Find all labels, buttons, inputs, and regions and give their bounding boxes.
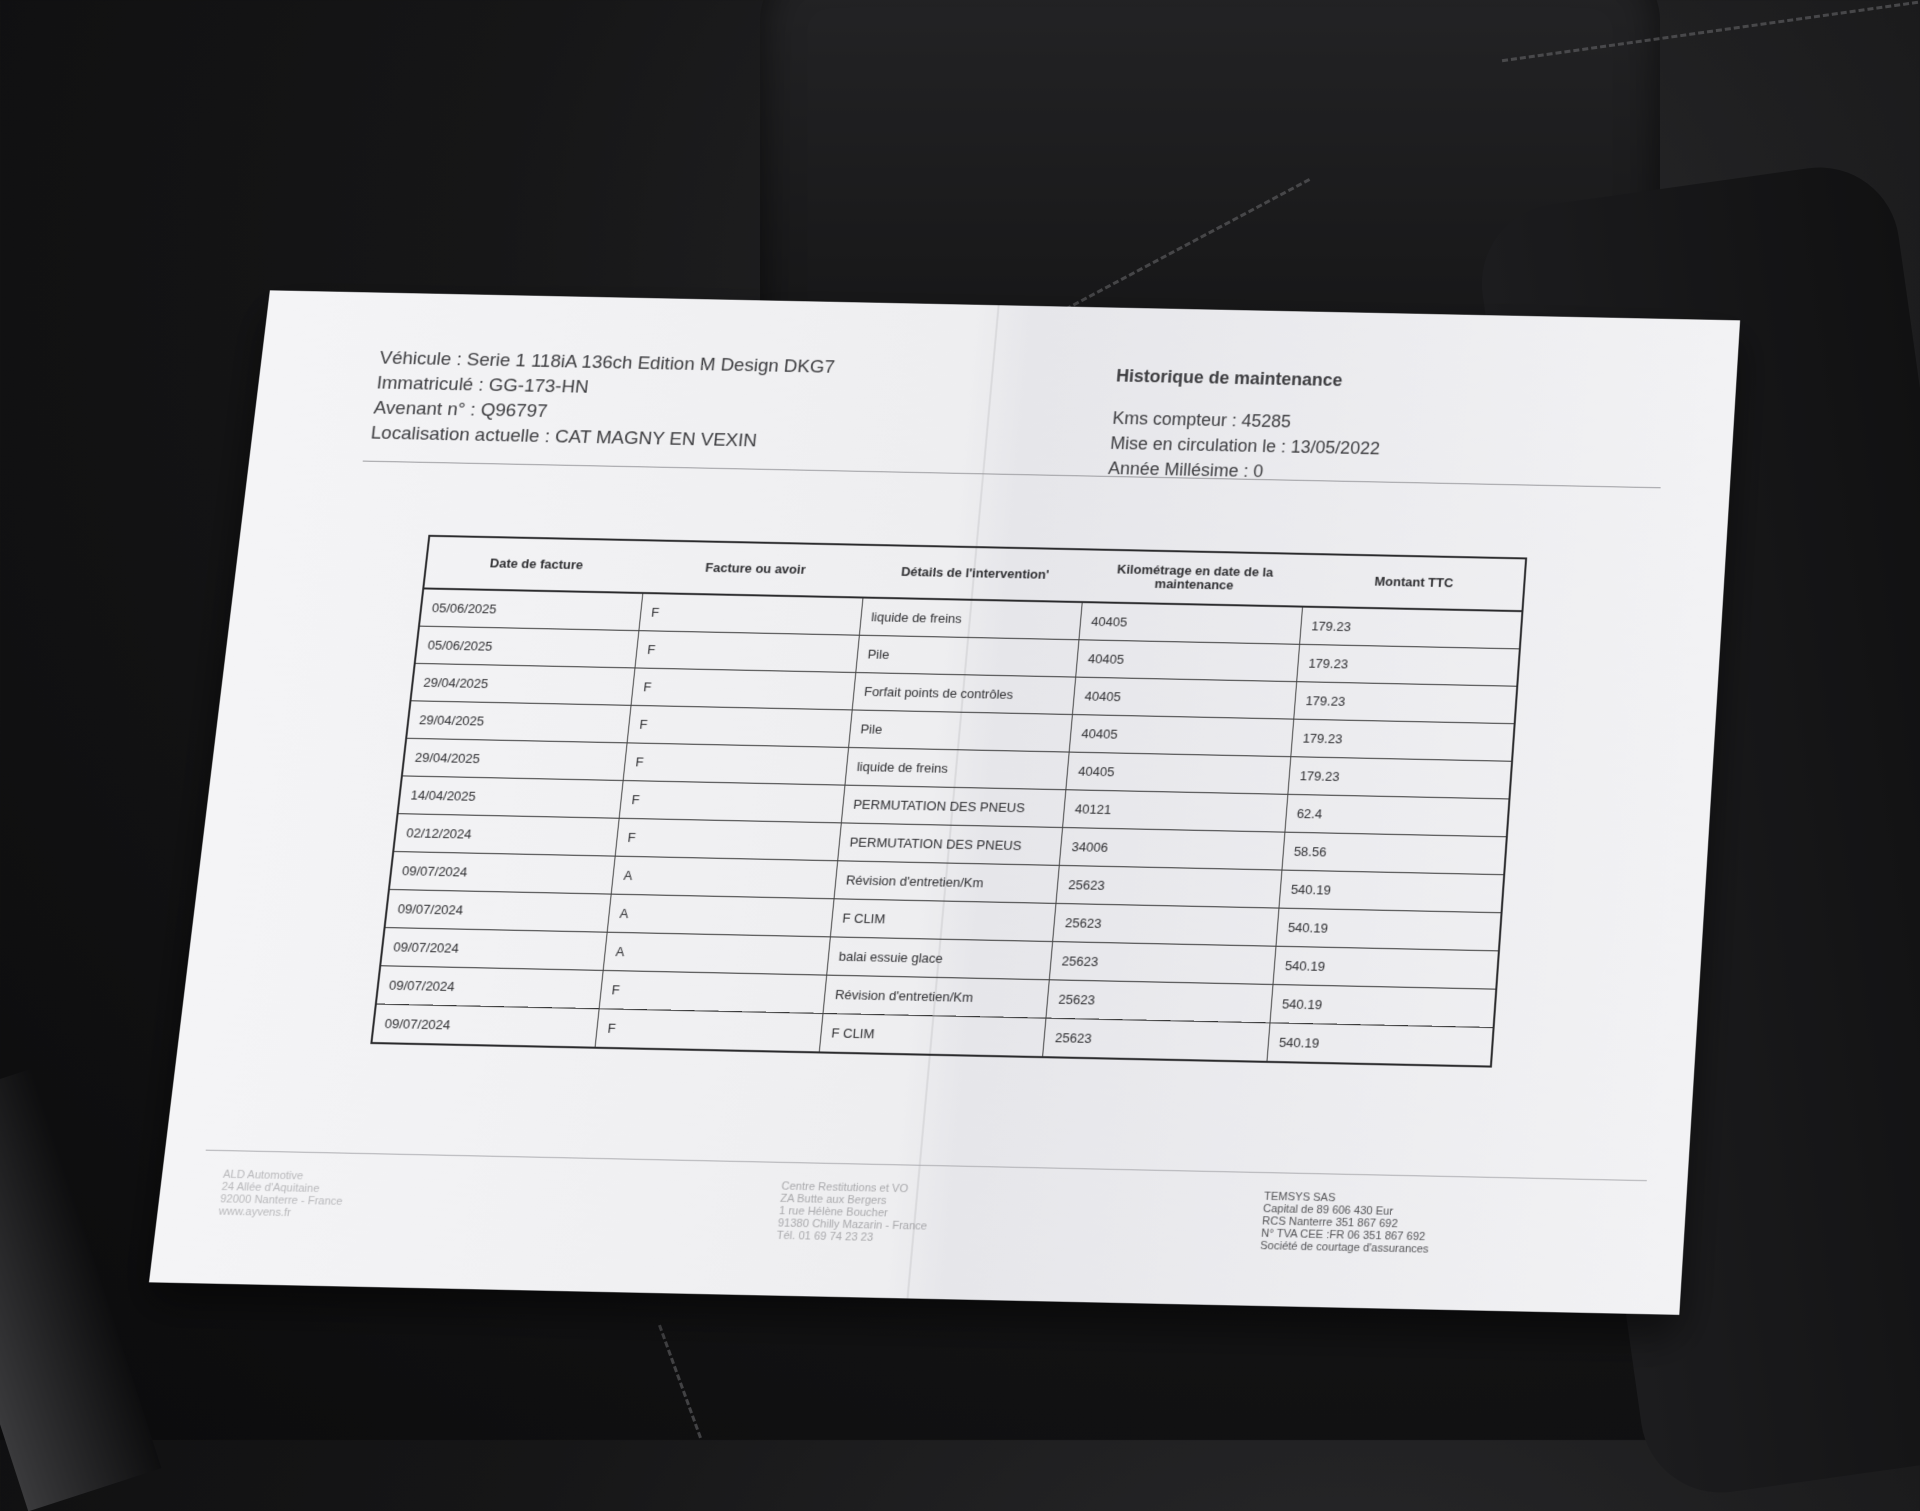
cell-date: 29/04/2025 xyxy=(402,738,627,780)
maintenance-document xyxy=(149,290,1740,1315)
footer-service-center-line: ZA Butte aux Bergers xyxy=(779,1192,888,1208)
vehicle-registration: Immatriculé : GG-173-HN xyxy=(375,373,590,398)
cell-mileage: 40121 xyxy=(1063,790,1288,832)
footer-broker xyxy=(1260,1191,1433,1256)
cell-details: PERMUTATION DES PNEUS xyxy=(841,785,1066,827)
footer-service-center-line: Centre Restitutions et VO xyxy=(780,1180,909,1196)
cell-details: Pile xyxy=(855,635,1079,677)
cell-invoice-type: F xyxy=(639,593,863,635)
cell-invoice-type: F xyxy=(619,781,844,823)
cell-amount: 540.19 xyxy=(1270,984,1496,1027)
footer-lessor-line: ALD Automotive xyxy=(222,1168,304,1183)
cell-mileage: 40405 xyxy=(1079,602,1302,644)
document-title: Historique de maintenance xyxy=(1115,366,1344,390)
cell-date: 09/07/2024 xyxy=(389,851,615,894)
footer-broker-line: N° TVA CEE :FR 06 351 867 692 xyxy=(1260,1227,1426,1244)
header-date: Date de facture xyxy=(423,536,648,593)
cell-invoice-type: F xyxy=(631,668,855,710)
cell-invoice-type: F xyxy=(595,1009,823,1053)
maintenance-table-container xyxy=(370,535,1527,1068)
cell-date: 09/07/2024 xyxy=(385,889,612,932)
cell-mileage: 40405 xyxy=(1076,640,1300,682)
vehicle-info xyxy=(369,346,836,455)
cell-details: PERMUTATION DES PNEUS xyxy=(837,823,1062,866)
cell-details: Révision d'entretien/Km xyxy=(823,975,1050,1018)
cell-date: 29/04/2025 xyxy=(406,701,631,743)
footer-broker-line: RCS Nanterre 351 867 692 xyxy=(1261,1215,1399,1231)
cell-date: 09/07/2024 xyxy=(380,928,607,971)
cell-amount: 540.19 xyxy=(1273,946,1499,989)
footer-lessor xyxy=(218,1168,346,1220)
cell-invoice-type: F xyxy=(615,818,841,861)
cell-details: balai essuie glace xyxy=(826,937,1053,980)
seat-stitching xyxy=(658,1325,702,1439)
vehicle-contract: Avenant n° : Q96797 xyxy=(372,398,549,422)
footer-service-center xyxy=(776,1180,931,1245)
cell-mileage: 40405 xyxy=(1069,715,1293,757)
header-details: Détails de l'intervention' xyxy=(863,545,1087,602)
maintenance-table xyxy=(370,535,1527,1068)
cell-invoice-type: F xyxy=(635,631,859,673)
cell-date: 09/07/2024 xyxy=(376,966,603,1009)
footer-divider xyxy=(206,1150,1647,1181)
model-year: Année Millésime : 0 xyxy=(1107,458,1265,482)
cell-date: 14/04/2025 xyxy=(398,776,624,818)
cell-amount: 179.23 xyxy=(1299,607,1522,649)
maintenance-summary xyxy=(1107,363,1386,486)
cell-amount: 179.23 xyxy=(1297,644,1520,686)
cell-mileage: 34006 xyxy=(1060,828,1285,871)
cell-details: Pile xyxy=(848,710,1072,752)
cell-details: liquide de freins xyxy=(845,747,1070,789)
footer-broker-line: Société de courtage d'assurances xyxy=(1259,1239,1430,1256)
cell-details: F CLIM xyxy=(830,899,1056,942)
cell-date: 29/04/2025 xyxy=(410,663,635,705)
cell-date: 05/06/2025 xyxy=(415,626,639,668)
cell-date: 05/06/2025 xyxy=(419,588,643,630)
cell-amount: 179.23 xyxy=(1294,682,1518,724)
vehicle-model: Véhicule : Serie 1 118iA 136ch Edition M Design DKG7 xyxy=(378,348,836,378)
footer-service-center-line: 1 rue Hélène Boucher xyxy=(778,1204,889,1220)
cell-invoice-type: F xyxy=(623,743,848,785)
cell-mileage: 40405 xyxy=(1066,752,1291,794)
header-invoice-type: Facture ou avoir xyxy=(643,540,868,597)
vehicle-location: Localisation actuelle : CAT MAGNY EN VEXIN xyxy=(369,423,758,452)
cell-amount: 62.4 xyxy=(1285,794,1510,836)
cell-mileage: 25623 xyxy=(1050,942,1276,985)
cell-details: Révision d'entretien/Km xyxy=(834,861,1060,904)
cell-invoice-type: A xyxy=(607,894,833,937)
door-trim xyxy=(0,1069,161,1511)
odometer: Kms compteur : 45285 xyxy=(1111,408,1292,432)
cell-mileage: 25623 xyxy=(1056,865,1282,908)
footer-lessor-line: 92000 Nanterre - France xyxy=(219,1193,344,1208)
cell-amount: 540.19 xyxy=(1279,870,1504,913)
footer-service-center-line: Tél. 01 69 74 23 23 xyxy=(776,1229,874,1244)
footer-lessor-line: 24 Allée d'Aquitaine xyxy=(220,1180,321,1196)
footer-lessor-line: www.ayvens.fr xyxy=(217,1205,292,1220)
table-body xyxy=(371,588,1522,1066)
cell-details: F CLIM xyxy=(819,1013,1046,1057)
footer-broker-line: TEMSYS SAS xyxy=(1263,1190,1336,1205)
registration-date: Mise en circulation le : 13/05/2022 xyxy=(1109,433,1381,459)
cell-amount: 58.56 xyxy=(1282,832,1507,875)
cell-details: Forfait points de contrôles xyxy=(852,673,1076,715)
cell-mileage: 40405 xyxy=(1073,677,1297,719)
header-mileage: Kilométrage en date de la maintenance xyxy=(1083,549,1307,606)
footer-broker-line: Capital de 89 606 430 Eur xyxy=(1262,1202,1394,1218)
cell-mileage: 25623 xyxy=(1053,903,1279,946)
cell-invoice-type: F xyxy=(599,970,826,1013)
cell-amount: 179.23 xyxy=(1288,757,1512,799)
header-divider xyxy=(363,461,1661,489)
cell-date: 02/12/2024 xyxy=(393,814,619,856)
cell-invoice-type: A xyxy=(603,932,830,975)
cell-details: liquide de freins xyxy=(859,598,1082,640)
cell-amount: 540.19 xyxy=(1276,908,1502,951)
cell-invoice-type: A xyxy=(611,856,837,899)
cell-amount: 540.19 xyxy=(1267,1023,1494,1067)
cell-invoice-type: F xyxy=(627,705,852,747)
header-amount: Montant TTC xyxy=(1302,554,1526,611)
cell-amount: 179.23 xyxy=(1291,719,1515,761)
cell-mileage: 25623 xyxy=(1046,980,1273,1023)
footer-service-center-line: 91380 Chilly Mazarin - France xyxy=(777,1217,928,1233)
cell-mileage: 25623 xyxy=(1043,1018,1270,1062)
cell-date: 09/07/2024 xyxy=(371,1004,599,1048)
